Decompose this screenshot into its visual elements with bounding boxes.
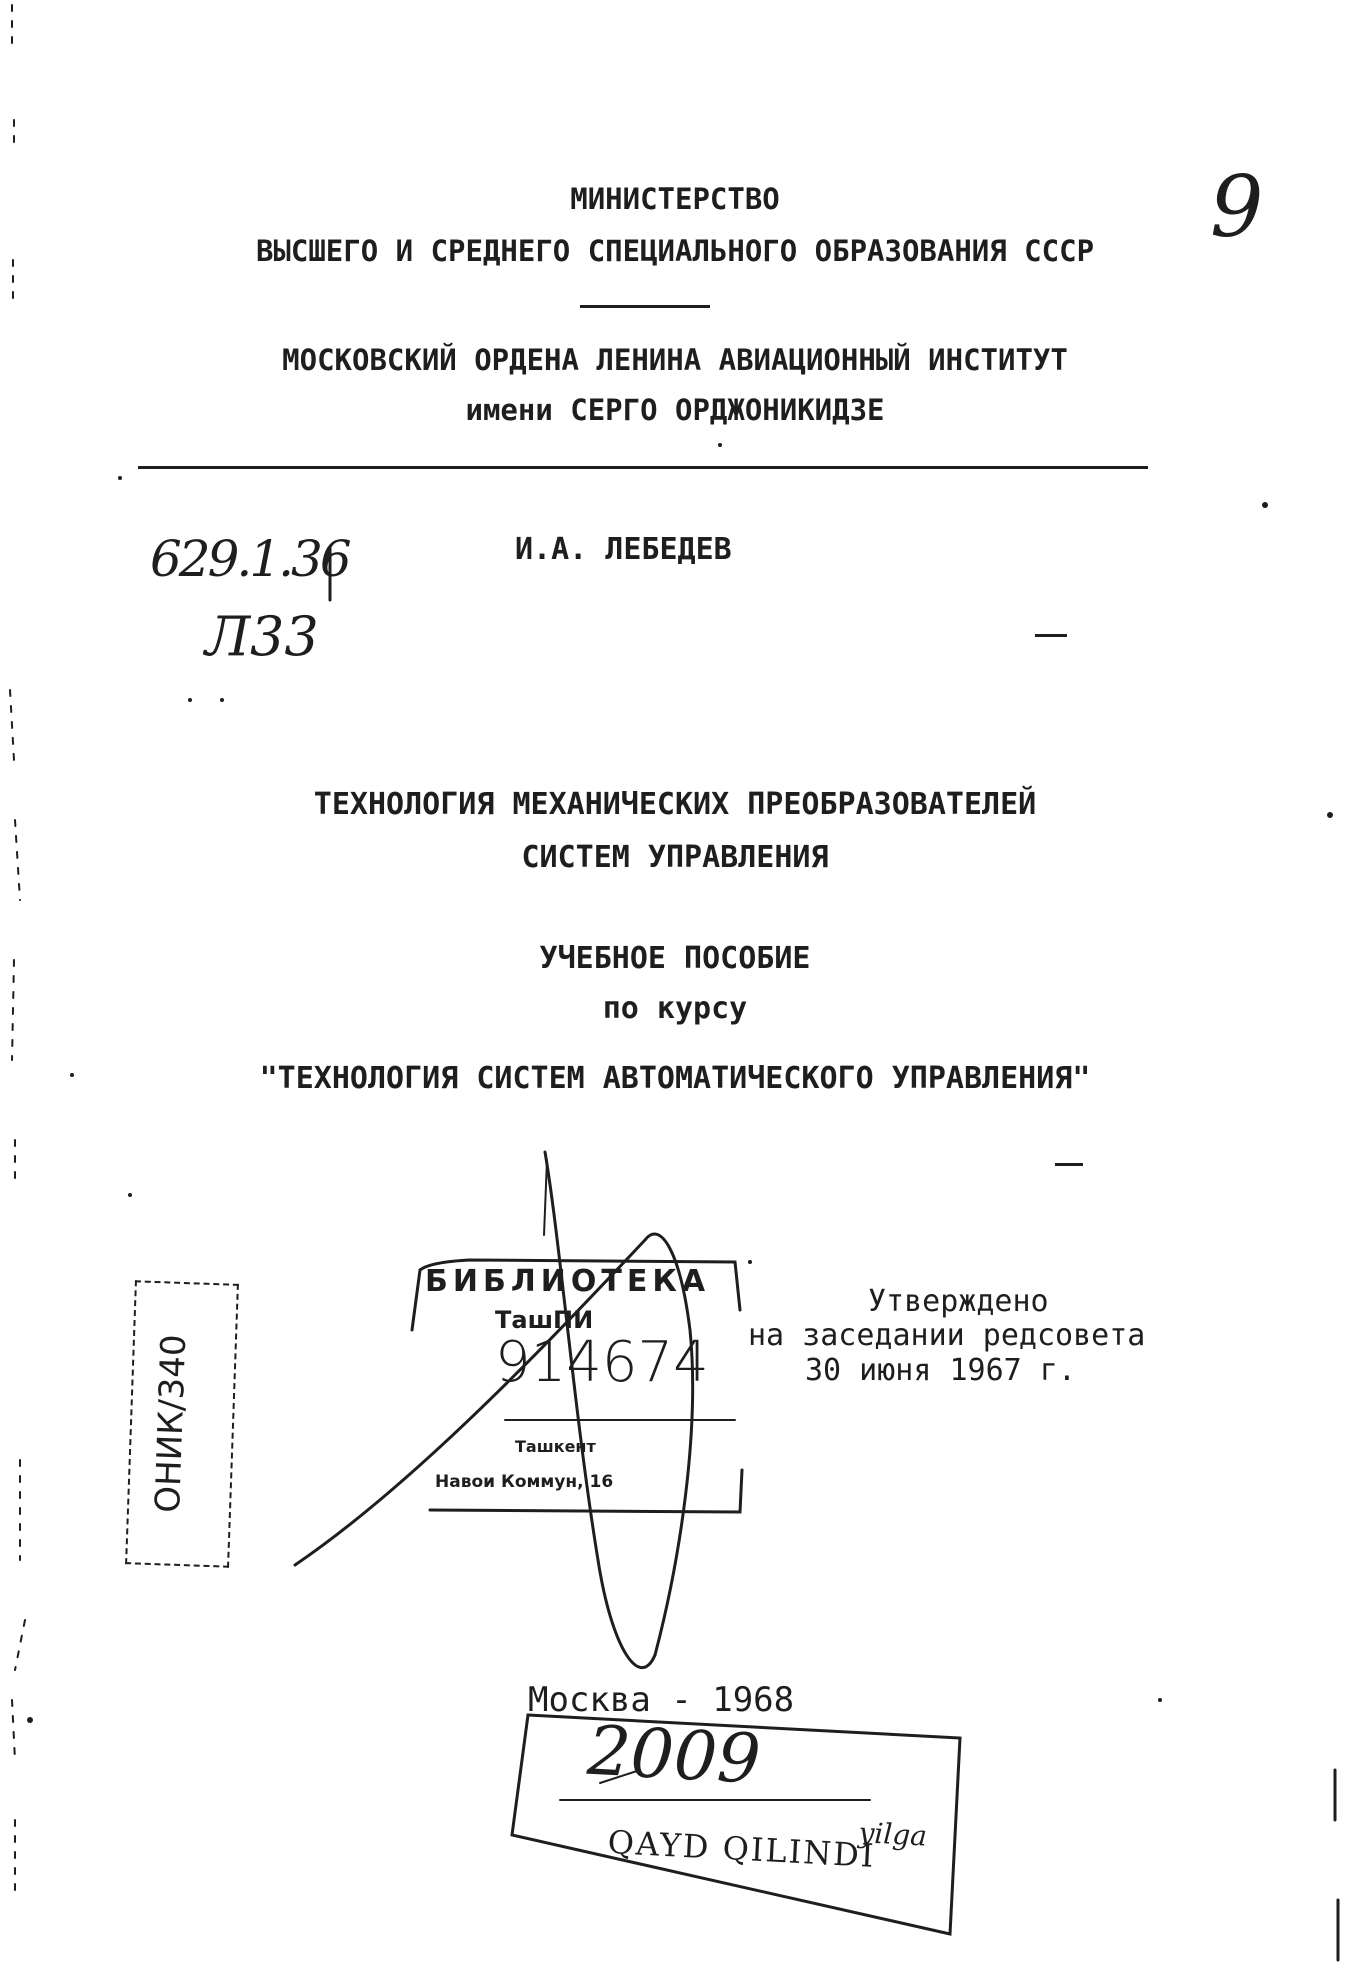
title-line-1: ТЕХНОЛОГИЯ МЕХАНИЧЕСКИХ ПРЕОБРАЗОВАТЕЛЕЙ xyxy=(313,787,1037,822)
right-edge-specks xyxy=(1335,1770,1338,1960)
library-stamp-border-left xyxy=(412,1270,420,1330)
bottom-stamp-year: 2009 xyxy=(585,1711,763,1800)
speck xyxy=(748,1260,752,1264)
speck xyxy=(1327,812,1333,818)
speck xyxy=(718,443,722,447)
bottom-stamp-suffix: yilga xyxy=(857,1816,928,1853)
library-stamp-address: Навои Коммун, 16 xyxy=(435,1472,614,1492)
bottom-stamp-text: QAYD QILINDI xyxy=(606,1822,877,1875)
approval-line-3: 30 июня 1967 г. xyxy=(805,1353,1076,1388)
side-stamp-text: ОНИК/340 xyxy=(148,1333,195,1514)
library-stamp-title: БИБЛИОТЕКА xyxy=(425,1264,711,1299)
left-edge-specks xyxy=(10,5,25,1900)
ministry-line-2: ВЫСШЕГО И СРЕДНЕГО СПЕЦИАЛЬНОГО ОБРАЗОВАНИЯ СССР xyxy=(255,234,1095,268)
imprint: Москва - 1968 xyxy=(528,1680,795,1720)
library-stamp-city: Ташкент xyxy=(515,1437,596,1456)
speck xyxy=(188,698,192,702)
udc-handwritten: 629.1.36 xyxy=(150,530,349,588)
speck xyxy=(128,1193,132,1197)
speck xyxy=(27,1717,33,1723)
library-stamp-border-top xyxy=(420,1260,740,1310)
institute-line-2: имени СЕРГО ОРДЖОНИКИДЗЕ xyxy=(465,393,885,427)
speck xyxy=(118,476,122,480)
signature-tick xyxy=(544,1160,547,1235)
speck xyxy=(1262,502,1268,508)
library-stamp-org: ТашПИ xyxy=(495,1306,594,1334)
by-course: по курсу xyxy=(602,991,748,1026)
bottom-stamp-border xyxy=(512,1715,960,1934)
corner-mark-handwritten: 9 xyxy=(1210,158,1264,256)
author-name: И.А. ЛЕБЕДЕВ xyxy=(515,532,732,567)
approval-line-2: на заседании редсовета xyxy=(748,1318,1146,1353)
title-line-2: СИСТЕМ УПРАВЛЕНИЯ xyxy=(521,840,829,875)
institute-line-1: МОСКОВСКИЙ ОРДЕНА ЛЕНИНА АВИАЦИОННЫЙ ИНСТИТУТ xyxy=(282,343,1068,377)
library-stamp-number: 914674 xyxy=(495,1330,709,1395)
catalog-code-handwritten: Л33 xyxy=(205,605,319,668)
speck xyxy=(70,1073,74,1077)
ministry-line-1: МИНИСТЕРСТВО xyxy=(570,182,780,216)
bottom-stamp-strike xyxy=(600,1770,640,1783)
course-name: "ТЕХНОЛОГИЯ СИСТЕМ АВТОМАТИЧЕСКОГО УПРАВЛЕНИЯ" xyxy=(259,1061,1091,1096)
speck xyxy=(1158,1698,1162,1702)
speck xyxy=(220,698,224,702)
signature-strokes xyxy=(295,1152,693,1668)
document-type: УЧЕБНОЕ ПОСОБИЕ xyxy=(539,941,811,976)
approval-line-1: Утверждено xyxy=(868,1284,1049,1319)
